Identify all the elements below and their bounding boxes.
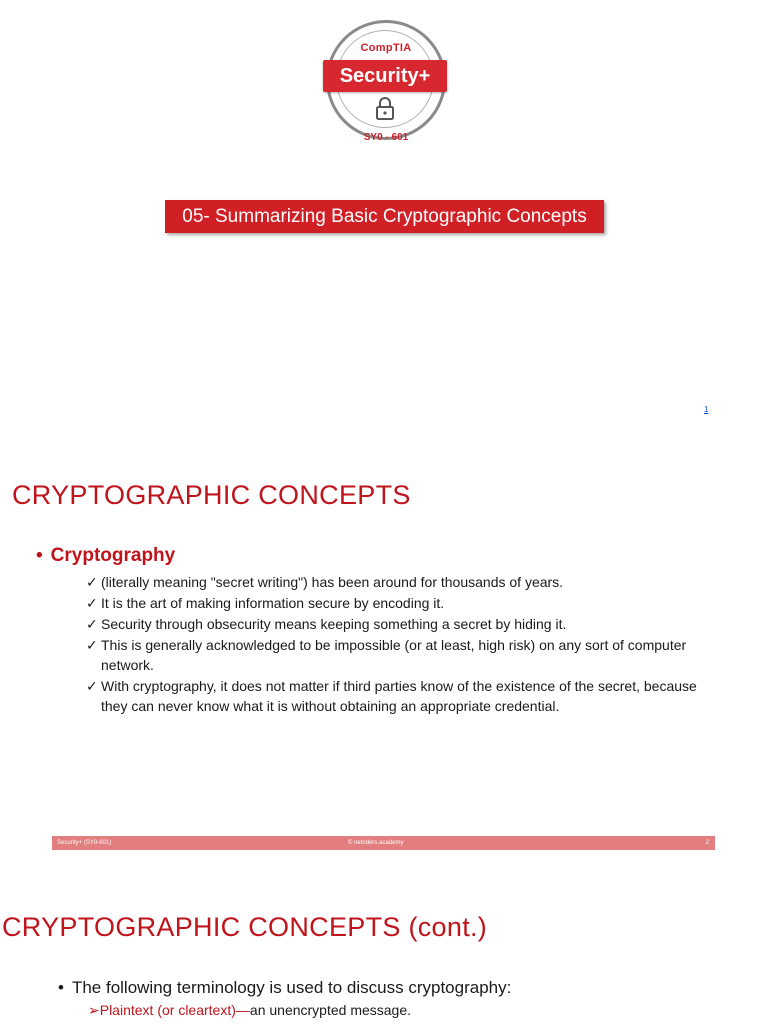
logo-exam-code: SY0 - 601 <box>363 132 409 143</box>
check-icon: ✓ <box>86 616 98 632</box>
check-list <box>86 572 706 717</box>
cryptographic-concepts-slide <box>0 430 768 858</box>
slide-heading: CRYPTOGRAPHIC CONCEPTS <box>12 480 411 510</box>
term-name: Plaintext (or cleartext)— <box>99 1002 250 1018</box>
list-item-text: (literally meaning "secret writing") has been around for thousands of years. <box>101 574 564 590</box>
list-item <box>86 572 706 592</box>
check-icon: ✓ <box>86 595 98 611</box>
bullet-icon: • <box>58 978 64 997</box>
footer-course: Security+ (SY0-601) <box>57 840 112 846</box>
list-item-text: With cryptography, it does not matter if third parties know of the existence of the secret, because they can never know what it is without obtaining an appropriate credential. <box>101 678 697 714</box>
list-item <box>88 1002 411 1019</box>
list-item <box>86 635 706 675</box>
logo-product-band: Security+ <box>323 60 447 92</box>
cryptographic-concepts-cont-slide <box>0 858 768 1024</box>
page-number-link[interactable]: 1 <box>704 405 709 414</box>
check-icon: ✓ <box>86 574 98 590</box>
title-slide <box>0 0 768 430</box>
list-item <box>86 676 706 716</box>
slide-heading: CRYPTOGRAPHIC CONCEPTS (cont.) <box>2 912 488 942</box>
slide-footer <box>52 836 715 850</box>
check-icon: ✓ <box>86 637 98 653</box>
logo-brand-text: CompTIA <box>360 42 412 54</box>
arrow-bullet-icon: ➢ <box>88 1002 100 1018</box>
list-item-text: This is generally acknowledged to be impossible (or at least, high risk) on any sort of computer network. <box>101 637 687 673</box>
footer-page-number: 2 <box>705 840 709 846</box>
terminology-intro-text: The following terminology is used to discuss cryptography: <box>71 978 512 997</box>
list-item-text: Security through obsecurity means keeping something a secret by hiding it. <box>101 616 567 632</box>
bullet-title <box>36 545 175 567</box>
list-item <box>86 614 706 634</box>
security-plus-logo <box>314 14 458 156</box>
bullet-title-label: Cryptography <box>50 545 176 566</box>
list-item-text: It is the art of making information secure by encoding it. <box>101 595 445 611</box>
terminology-intro <box>58 978 511 998</box>
term-description: an unencrypted message. <box>249 1002 412 1018</box>
slide-title: 05- Summarizing Basic Cryptographic Concepts <box>165 200 604 233</box>
footer-copyright: © netriders.academy <box>348 840 404 846</box>
check-icon: ✓ <box>86 678 98 694</box>
lock-icon <box>375 96 395 120</box>
list-item <box>86 593 706 613</box>
bullet-icon: • <box>36 545 43 566</box>
